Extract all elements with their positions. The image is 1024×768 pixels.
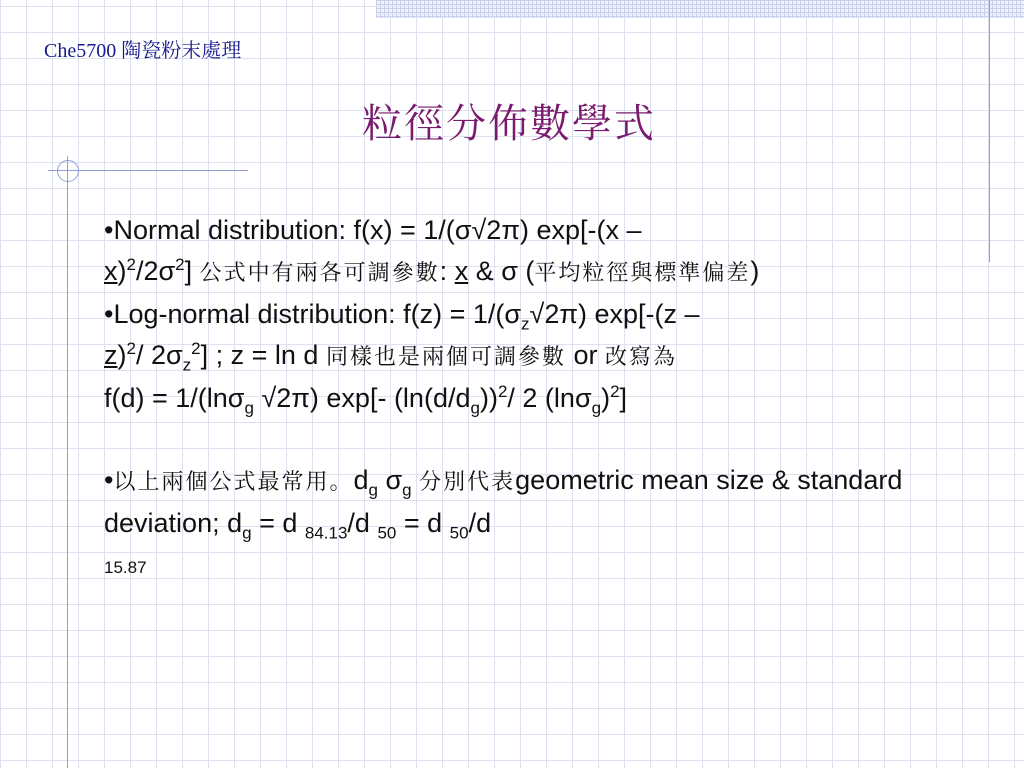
- bullet-summary: •以上兩個公式最常用。$d_g$ $\sigma_g$ 分別代表geometric mean size & standard deviation; $d_g = d$ $_{84.13}$/d $_{50}$ = d $_{50}$/d 15.87: [104, 465, 903, 577]
- slide-title: 粒徑分佈數學式: [362, 101, 656, 147]
- bullet-normal-distribution: •Normal distribution: f(x) = 1/(σ√2π) exp[-(x – $x)^2/2\sigma^2$] 公式中有兩各可調參數: x & σ (平均粒徑與標準偏差): [104, 215, 760, 286]
- decorative-vertical-line-left: [67, 156, 68, 768]
- bullet-log-normal-distribution: •Log-normal distribution: $f(z) = 1/(\sigma_z√2\pi)$ exp[-(z – z)$^2$/ $2\sigma_z^2$] ; z = ln d 同樣也是兩個可調參數 or 改寫為 f(d) = 1/(lnσ$_g$ √2π) exp[- $(\ln(d/d_g))^2/$ 2 $(\ln\sigma_g)^2$]: [104, 299, 700, 418]
- slide-body: [104, 210, 934, 588]
- decorative-ring: [57, 160, 79, 182]
- course-label: Che5700 陶瓷粉末處理: [44, 40, 242, 62]
- header-pattern-band: [376, 0, 1024, 18]
- decorative-vertical-line-right: [989, 0, 990, 262]
- paragraph-gap: [104, 419, 934, 460]
